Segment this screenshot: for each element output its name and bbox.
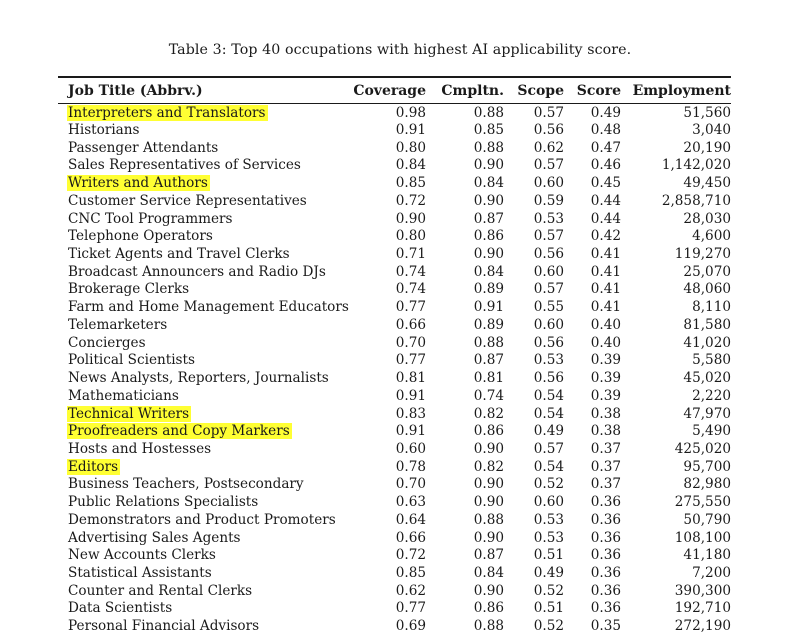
cell-score: 0.37 <box>590 458 621 475</box>
job-title-text: New Accounts Clerks <box>68 547 216 564</box>
cell-completion: 0.82 <box>473 458 504 475</box>
job-title-text: Broadcast Announcers and Radio DJs <box>68 263 326 280</box>
cell-scope: 0.60 <box>533 175 564 192</box>
job-title-text: Farm and Home Management Educators <box>68 299 349 316</box>
cell-employment: 28,030 <box>683 210 731 227</box>
cell-job-title <box>58 459 352 477</box>
cell-coverage: 0.91 <box>395 423 426 440</box>
table-row <box>58 618 741 636</box>
cell-completion: 0.90 <box>473 529 504 546</box>
job-title-text: Customer Service Representatives <box>68 192 307 209</box>
table-header <box>58 79 741 102</box>
cell-completion: 0.88 <box>473 334 504 351</box>
job-title-text: Hosts and Hostesses <box>68 440 212 457</box>
cell-completion: 0.74 <box>473 387 504 404</box>
cell-scope: 0.52 <box>533 618 564 635</box>
cell-scope: 0.56 <box>533 246 564 263</box>
cell-score: 0.35 <box>590 618 621 635</box>
cell-score: 0.36 <box>590 529 621 546</box>
cell-coverage: 0.91 <box>395 122 426 138</box>
cell-coverage: 0.78 <box>395 458 426 475</box>
cell-scope: 0.56 <box>533 334 564 351</box>
cell-scope: 0.51 <box>533 600 564 617</box>
cell-score: 0.45 <box>590 175 621 192</box>
cell-employment: 20,190 <box>683 139 731 156</box>
job-title-text: Advertising Sales Agents <box>68 529 241 546</box>
table-row <box>58 600 741 618</box>
cell-job-title <box>58 140 352 158</box>
cell-employment: 119,270 <box>674 246 731 263</box>
cell-score: 0.47 <box>590 139 621 156</box>
cell-employment: 51,560 <box>683 105 731 121</box>
table-row <box>58 228 741 246</box>
table-row <box>58 441 741 459</box>
cell-scope: 0.60 <box>533 316 564 333</box>
cell-scope: 0.51 <box>533 547 564 564</box>
cell-employment: 275,550 <box>674 494 731 511</box>
cell-scope: 0.49 <box>533 564 564 581</box>
cell-completion: 0.82 <box>473 405 504 422</box>
cell-employment: 2,858,710 <box>661 192 731 209</box>
cell-coverage: 0.74 <box>395 263 426 280</box>
table-row <box>58 175 741 193</box>
cell-completion: 0.90 <box>473 494 504 511</box>
table-row <box>58 530 741 548</box>
cell-completion: 0.87 <box>473 210 504 227</box>
table-row <box>58 406 741 424</box>
cell-completion: 0.90 <box>473 157 504 174</box>
cell-scope: 0.57 <box>533 228 564 245</box>
cell-completion: 0.88 <box>473 105 504 121</box>
job-title-text: Public Relations Specialists <box>68 494 259 511</box>
highlighted-job-title: Writers and Authors <box>68 175 208 192</box>
job-title-text: Business Teachers, Postsecondary <box>68 476 304 493</box>
cell-scope: 0.54 <box>533 387 564 404</box>
cell-completion: 0.90 <box>473 476 504 493</box>
cell-job-title <box>58 246 352 264</box>
job-title-text: Ticket Agents and Travel Clerks <box>68 246 290 263</box>
cell-completion: 0.90 <box>473 440 504 457</box>
cell-job-title <box>58 476 352 494</box>
cell-scope: 0.57 <box>533 157 564 174</box>
cell-score: 0.39 <box>590 352 621 369</box>
cell-job-title <box>58 512 352 530</box>
cell-scope: 0.53 <box>533 511 564 528</box>
cell-completion: 0.89 <box>473 281 504 298</box>
job-title-text: Historians <box>68 122 140 138</box>
table-row <box>58 388 741 406</box>
table-row <box>58 246 741 264</box>
cell-completion: 0.84 <box>473 175 504 192</box>
cell-scope: 0.54 <box>533 405 564 422</box>
cell-job-title <box>58 547 352 565</box>
cell-scope: 0.55 <box>533 299 564 316</box>
job-title-text: Sales Representatives of Services <box>68 157 301 174</box>
table-row <box>58 299 741 317</box>
cell-employment: 7,200 <box>692 564 731 581</box>
cell-scope: 0.57 <box>533 440 564 457</box>
cell-completion: 0.87 <box>473 352 504 369</box>
cell-score: 0.40 <box>590 334 621 351</box>
column-header-scope: Scope <box>517 82 564 99</box>
cell-score: 0.39 <box>590 370 621 387</box>
cell-completion: 0.90 <box>473 582 504 599</box>
job-title-text: Demonstrators and Product Promoters <box>68 511 336 528</box>
column-header-score: Score <box>576 82 621 99</box>
cell-coverage: 0.64 <box>395 511 426 528</box>
cell-score: 0.36 <box>590 600 621 617</box>
job-title-text: Concierges <box>68 334 146 351</box>
cell-coverage: 0.77 <box>395 352 426 369</box>
table-row <box>58 512 741 530</box>
cell-score: 0.38 <box>590 405 621 422</box>
cell-coverage: 0.80 <box>395 139 426 156</box>
cell-coverage: 0.72 <box>395 192 426 209</box>
cell-completion: 0.90 <box>473 246 504 263</box>
cell-scope: 0.60 <box>533 494 564 511</box>
job-title-text: Data Scientists <box>68 600 173 617</box>
job-title-text: Political Scientists <box>68 352 195 369</box>
header-row <box>58 79 741 102</box>
cell-job-title <box>58 157 352 175</box>
cell-job-title <box>58 317 352 335</box>
cell-job-title <box>58 175 352 193</box>
cell-score: 0.36 <box>590 494 621 511</box>
cell-job-title <box>58 406 352 424</box>
cell-coverage: 0.80 <box>395 228 426 245</box>
table-row <box>58 583 741 601</box>
cell-employment: 48,060 <box>683 281 731 298</box>
cell-coverage: 0.66 <box>395 316 426 333</box>
cell-scope: 0.57 <box>533 281 564 298</box>
cell-job-title <box>58 530 352 548</box>
cell-coverage: 0.98 <box>395 105 426 121</box>
table-row <box>58 281 741 299</box>
cell-coverage: 0.77 <box>395 600 426 617</box>
cell-scope: 0.56 <box>533 370 564 387</box>
cell-employment: 41,020 <box>683 334 731 351</box>
cell-score: 0.41 <box>590 263 621 280</box>
occupations-table <box>58 79 741 636</box>
cell-coverage: 0.81 <box>395 370 426 387</box>
cell-employment: 272,190 <box>674 618 731 635</box>
table-row <box>58 547 741 565</box>
cell-coverage: 0.70 <box>395 476 426 493</box>
table-row <box>58 565 741 583</box>
cell-employment: 50,790 <box>683 511 731 528</box>
cell-job-title <box>58 600 352 618</box>
cell-job-title <box>58 228 352 246</box>
table-row <box>58 102 741 122</box>
cell-score: 0.48 <box>590 122 621 138</box>
cell-employment: 81,580 <box>683 316 731 333</box>
cell-scope: 0.57 <box>533 105 564 121</box>
cell-employment: 95,700 <box>683 458 731 475</box>
table-caption: Table 3: Top 40 occupations with highest AI applicability score. <box>168 42 632 58</box>
job-title-text: Mathematicians <box>68 387 179 404</box>
cell-completion: 0.86 <box>473 423 504 440</box>
cell-coverage: 0.85 <box>395 564 426 581</box>
cell-score: 0.39 <box>590 387 621 404</box>
cell-completion: 0.91 <box>473 299 504 316</box>
cell-completion: 0.88 <box>473 511 504 528</box>
cell-employment: 5,580 <box>692 352 731 369</box>
cell-completion: 0.84 <box>473 564 504 581</box>
cell-score: 0.40 <box>590 316 621 333</box>
cell-job-title <box>58 565 352 583</box>
job-title-text: Telemarketers <box>68 316 168 333</box>
cell-coverage: 0.63 <box>395 494 426 511</box>
cell-job-title <box>58 423 352 441</box>
table-row <box>58 476 741 494</box>
cell-employment: 108,100 <box>674 529 731 546</box>
cell-completion: 0.85 <box>473 122 504 138</box>
cell-completion: 0.88 <box>473 139 504 156</box>
cell-scope: 0.52 <box>533 476 564 493</box>
cell-employment: 425,020 <box>674 440 731 457</box>
highlighted-job-title: Technical Writers <box>68 405 190 422</box>
cell-score: 0.44 <box>590 210 621 227</box>
cell-coverage: 0.74 <box>395 281 426 298</box>
cell-coverage: 0.70 <box>395 334 426 351</box>
cell-score: 0.41 <box>590 281 621 298</box>
cell-completion: 0.86 <box>473 600 504 617</box>
cell-job-title <box>58 352 352 370</box>
job-title-text: Brokerage Clerks <box>68 281 190 298</box>
job-title-text: Telephone Operators <box>68 228 213 245</box>
cell-score: 0.42 <box>590 228 621 245</box>
cell-employment: 49,450 <box>683 175 731 192</box>
job-title-text: Personal Financial Advisors <box>68 618 260 635</box>
table-row <box>58 211 741 229</box>
cell-job-title <box>58 370 352 388</box>
cell-score: 0.36 <box>590 582 621 599</box>
job-title-text: News Analysts, Reporters, Journalists <box>68 370 329 387</box>
cell-score: 0.44 <box>590 192 621 209</box>
cell-coverage: 0.60 <box>395 440 426 457</box>
cell-scope: 0.56 <box>533 122 564 138</box>
cell-coverage: 0.90 <box>395 210 426 227</box>
cell-completion: 0.86 <box>473 228 504 245</box>
job-title-text: Statistical Assistants <box>68 564 212 581</box>
cell-job-title <box>58 122 352 140</box>
table-row <box>58 317 741 335</box>
table-row <box>58 370 741 388</box>
cell-coverage: 0.83 <box>395 405 426 422</box>
cell-job-title <box>58 441 352 459</box>
table-row <box>58 423 741 441</box>
cell-employment: 45,020 <box>683 370 731 387</box>
table-row <box>58 352 741 370</box>
cell-score: 0.37 <box>590 440 621 457</box>
cell-employment: 5,490 <box>692 423 731 440</box>
cell-job-title <box>58 388 352 406</box>
column-header-completion: Cmpltn. <box>441 82 504 99</box>
job-title-text: Passenger Attendants <box>68 139 219 156</box>
cell-job-title <box>58 299 352 317</box>
cell-completion: 0.88 <box>473 618 504 635</box>
cell-employment: 2,220 <box>692 387 731 404</box>
cell-scope: 0.53 <box>533 529 564 546</box>
cell-score: 0.36 <box>590 511 621 528</box>
cell-scope: 0.62 <box>533 139 564 156</box>
cell-employment: 1,142,020 <box>661 157 731 174</box>
cell-scope: 0.53 <box>533 210 564 227</box>
cell-coverage: 0.77 <box>395 299 426 316</box>
cell-employment: 82,980 <box>683 476 731 493</box>
cell-scope: 0.49 <box>533 423 564 440</box>
cell-employment: 8,110 <box>692 299 731 316</box>
cell-employment: 3,040 <box>692 122 731 138</box>
highlighted-job-title: Editors <box>68 458 119 475</box>
table-row <box>58 459 741 477</box>
cell-completion: 0.81 <box>473 370 504 387</box>
cell-job-title <box>58 193 352 211</box>
cell-job-title <box>58 335 352 353</box>
cell-employment: 47,970 <box>683 405 731 422</box>
cell-job-title <box>58 211 352 229</box>
column-header-employment: Employment <box>632 82 731 99</box>
cell-coverage: 0.62 <box>395 582 426 599</box>
cell-completion: 0.87 <box>473 547 504 564</box>
cell-coverage: 0.71 <box>395 246 426 263</box>
cell-coverage: 0.66 <box>395 529 426 546</box>
job-title-text: Counter and Rental Clerks <box>68 582 253 599</box>
table-row <box>58 264 741 282</box>
cell-scope: 0.52 <box>533 582 564 599</box>
cell-score: 0.46 <box>590 157 621 174</box>
cell-score: 0.36 <box>590 547 621 564</box>
table-row <box>58 494 741 512</box>
cell-employment: 390,300 <box>674 582 731 599</box>
cell-job-title <box>58 264 352 282</box>
cell-job-title <box>58 494 352 512</box>
cell-coverage: 0.69 <box>395 618 426 635</box>
cell-scope: 0.53 <box>533 352 564 369</box>
cell-job-title <box>58 618 352 636</box>
cell-scope: 0.54 <box>533 458 564 475</box>
cell-score: 0.41 <box>590 299 621 316</box>
cell-completion: 0.89 <box>473 316 504 333</box>
highlighted-job-title: Interpreters and Translators <box>68 105 266 121</box>
table-row <box>58 122 741 140</box>
cell-coverage: 0.85 <box>395 175 426 192</box>
column-header-coverage: Coverage <box>353 82 426 99</box>
cell-score: 0.49 <box>590 105 621 121</box>
cell-job-title <box>58 583 352 601</box>
column-header-job-title: Job Title (Abbrv.) <box>68 82 203 99</box>
cell-job-title <box>58 102 352 122</box>
cell-completion: 0.84 <box>473 263 504 280</box>
cell-coverage: 0.72 <box>395 547 426 564</box>
table-body <box>58 102 741 636</box>
cell-score: 0.41 <box>590 246 621 263</box>
cell-employment: 41,180 <box>683 547 731 564</box>
job-title-text: CNC Tool Programmers <box>68 210 233 227</box>
cell-job-title <box>58 281 352 299</box>
cell-scope: 0.59 <box>533 192 564 209</box>
table-row <box>58 157 741 175</box>
table-top-rule <box>58 76 731 78</box>
cell-coverage: 0.91 <box>395 387 426 404</box>
table-row <box>58 140 741 158</box>
cell-completion: 0.90 <box>473 192 504 209</box>
cell-score: 0.38 <box>590 423 621 440</box>
cell-coverage: 0.84 <box>395 157 426 174</box>
table-row <box>58 193 741 211</box>
cell-employment: 4,600 <box>692 228 731 245</box>
table-row <box>58 335 741 353</box>
cell-scope: 0.60 <box>533 263 564 280</box>
cell-score: 0.36 <box>590 564 621 581</box>
highlighted-job-title: Proofreaders and Copy Markers <box>68 423 290 440</box>
cell-employment: 25,070 <box>683 263 731 280</box>
cell-employment: 192,710 <box>674 600 731 617</box>
cell-score: 0.37 <box>590 476 621 493</box>
